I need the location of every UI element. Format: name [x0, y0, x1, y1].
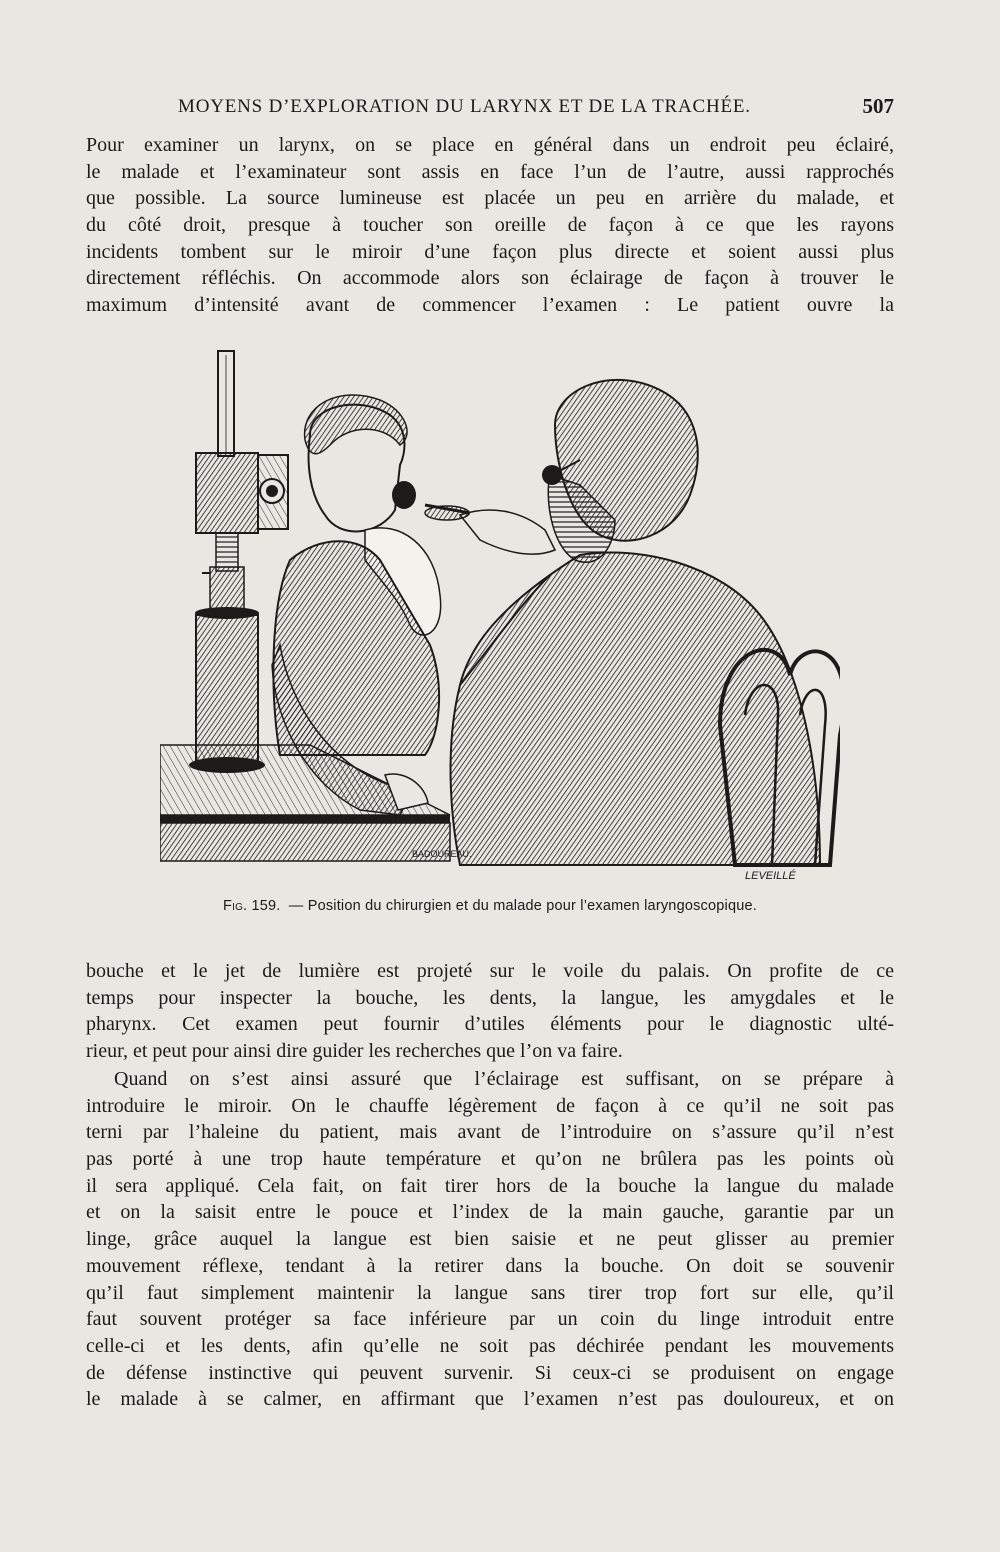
text-line: de défense instinctive qui peuvent survenir. Si ceux-ci se produisent on engage: [86, 1361, 894, 1384]
text-line: Quand on s’est ainsi assuré que l’éclairage est suffisant, on se prépare à: [114, 1068, 894, 1090]
surgeon-figure: [425, 380, 820, 865]
engraving-illustration: [160, 345, 840, 885]
text-line: et on la saisit entre le pouce et l’index de la main gauche, garantie par un: [86, 1201, 894, 1224]
text-line: il sera appliqué. Cela fait, on fait tirer hors de la bouche la langue du malade: [86, 1174, 894, 1197]
text-line: le malade et l’examinateur sont assis en face l’un de l’autre, aussi rapprochés: [86, 160, 894, 183]
text-line: linge, grâce auquel la langue est bien saisie et ne peut glisser au premier: [86, 1228, 894, 1251]
artist-signature: LEVEILLÉ: [745, 870, 796, 882]
paragraph-bottom-2: [86, 1066, 894, 1413]
figure-caption: [86, 898, 894, 914]
engraving-figure: [160, 345, 840, 885]
text-line: pharynx. Cet examen peut fournir d’utiles éléments pour le diagnostic ulté-: [86, 1013, 894, 1036]
text-line: temps pour inspecter la bouche, les dents, la langue, les amygdales et le: [86, 986, 894, 1009]
text-line: celle-ci et les dents, afin qu’elle ne soit pas déchirée pendant les mouvements: [86, 1334, 894, 1357]
text-line: le malade à se calmer, en affirmant que l’examen n’est pas douloureux, et on: [86, 1388, 894, 1411]
text-line: Pour examiner un larynx, on se place en général dans un endroit peu éclairé,: [86, 134, 894, 156]
text-line: pas porté à une trop haute température et qu’on ne brûlera pas les points où: [86, 1148, 894, 1171]
running-title: MOYENS D’EXPLORATION DU LARYNX ET DE LA TRACHÉE.: [178, 96, 751, 117]
paragraph-bottom-1: [86, 958, 894, 1065]
paragraph-top: [86, 132, 894, 319]
engraver-signature: BADOUREAU.: [412, 849, 472, 859]
text-line: incidents tombent sur le miroir d’une façon plus directe et soient aussi plus: [86, 240, 894, 263]
figure-caption-text: — Position du chirurgien et du malade pour l’examen laryngoscopique.: [288, 898, 757, 914]
text-line: du côté droit, presque à toucher son oreille de façon à ce que les rayons: [86, 214, 894, 237]
text-line: directement réfléchis. On accommode alors son éclairage de façon à trouver le: [86, 267, 894, 290]
figure-label: Fig. 159.: [223, 898, 281, 914]
text-line: rieur, et peut pour ainsi dire guider les recherches que l’on va faire.: [86, 1040, 623, 1063]
running-head: [86, 92, 894, 122]
text-line: maximum d’intensité avant de commencer l’examen : Le patient ouvre la: [86, 294, 894, 317]
text-line: bouche et le jet de lumière est projeté sur le voile du palais. On profite de ce: [86, 960, 894, 982]
text-line: faut souvent protéger sa face inférieure par un coin du linge introduit entre: [86, 1308, 894, 1331]
text-line: mouvement réflexe, tendant à la retirer dans la bouche. On doit se souvenir: [86, 1254, 894, 1277]
text-line: introduire le miroir. On le chauffe légèrement de façon à ce qu’il ne soit pas: [86, 1094, 894, 1117]
patient-figure: [272, 395, 441, 815]
page-number: 507: [862, 94, 894, 118]
text-line: terni par l’haleine du patient, mais avant de l’introduire on s’assure qu’il n’est: [86, 1121, 894, 1144]
show-through-text: [86, 54, 894, 94]
text-line: que possible. La source lumineuse est placée un peu en arrière du malade, et: [86, 187, 894, 210]
text-line: qu’il faut simplement maintenir la langue sans tirer trop fort sur elle, qu’il: [86, 1281, 894, 1304]
lamp: [189, 351, 288, 773]
